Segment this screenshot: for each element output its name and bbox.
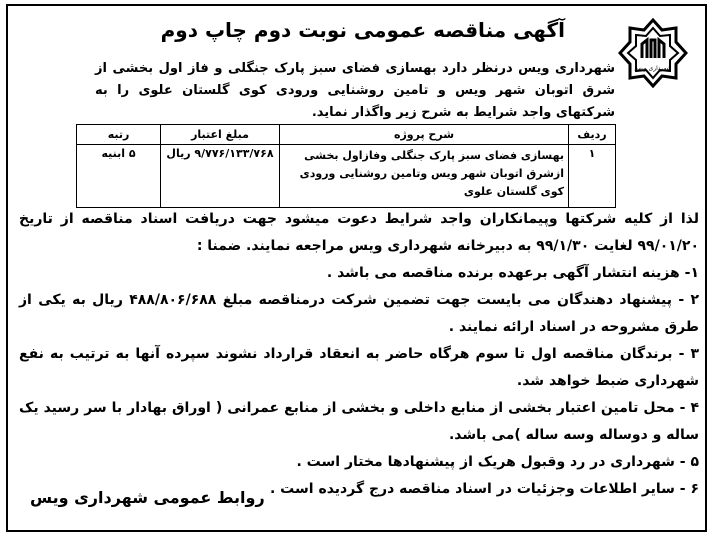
invitation-paragraph: لذا از کلیه شرکتها وپیمانکاران واجد شرایط دعوت میشود جهت دریافت اسناد مناقصه از تاریخ ۹۹/۰۱/۲۰ لغایت ۹۹/۱/۳۰ به دبیرخانه شهرداری ویس مراجعه نمایند. ضمنا : bbox=[19, 211, 699, 254]
municipality-logo bbox=[618, 18, 688, 88]
table-header-row bbox=[77, 125, 616, 145]
condition-item-6: ۶ - سایر اطلاعات وجزئیات در اسناد مناقصه درج گردیده است . bbox=[269, 481, 699, 497]
svg-text:شهرداری ویس: شهرداری ویس bbox=[634, 65, 672, 72]
notice-body bbox=[19, 206, 699, 503]
header-description: شرح پروژه bbox=[280, 125, 569, 145]
header-grade: رتبه bbox=[77, 125, 161, 145]
header-row-no: ردیف bbox=[569, 125, 616, 145]
condition-item-2: ۲ - پیشنهاد دهندگان می بایست جهت تضمین شرکت درمناقصه مبلغ ۴۸۸/۸۰۶/۶۸۸ ریال به یکی از طرق مشروحه در اسناد ارائه نمایند . bbox=[19, 292, 700, 335]
condition-item-3: ۳ - برندگان مناقصه اول تا سوم هرگاه حاضر به انعقاد قرارداد نشوند سپرده آنها به ترتیب به نفع شهرداری ضبط خواهد شد. bbox=[19, 346, 699, 389]
project-table bbox=[76, 124, 616, 208]
intro-paragraph: شهرداری ویس درنظر دارد بهسازی فضای سبز پارک جنگلی و فاز اول بخشی از شرق اتوبان شهر ویس و تامین روشنایی ورودی کوی گلستان علوی را به شرکتهای واجد شرایط به شرح زیر واگذار نماید. bbox=[95, 61, 615, 120]
cell-budget: ۹/۷۷۶/۱۳۳/۷۶۸ ریال bbox=[161, 145, 280, 208]
signature: روابط عمومی شهرداری ویس bbox=[30, 488, 265, 507]
cell-row-no: ۱ bbox=[569, 145, 616, 208]
header-budget: مبلغ اعتبار bbox=[161, 125, 280, 145]
condition-item-4: ۴ - محل تامین اعتبار بخشی از منابع داخلی و بخشی از منابع عمرانی ( اوراق بهادار با سر رسید یک ساله و دوساله وسه ساله )می باشد. bbox=[19, 400, 699, 443]
page-title: آگهی مناقصه عمومی نوبت دوم چاپ دوم bbox=[160, 18, 565, 42]
cell-grade: ۵ ابنیه bbox=[77, 145, 161, 208]
cell-description: بهسازی فضای سبز پارک جنگلی وفازاول بخشی ازشرق اتوبان شهر ویس وتامین روشنایی ورودی کوی گلستان علوی bbox=[280, 145, 569, 208]
condition-item-1: ۱- هزینه انتشار آگهی برعهده برنده مناقصه می باشد . bbox=[326, 265, 699, 281]
condition-item-5: ۵ - شهرداری در رد وقبول هریک از پیشنهادها مختار است . bbox=[296, 454, 699, 470]
table-row bbox=[77, 145, 616, 208]
